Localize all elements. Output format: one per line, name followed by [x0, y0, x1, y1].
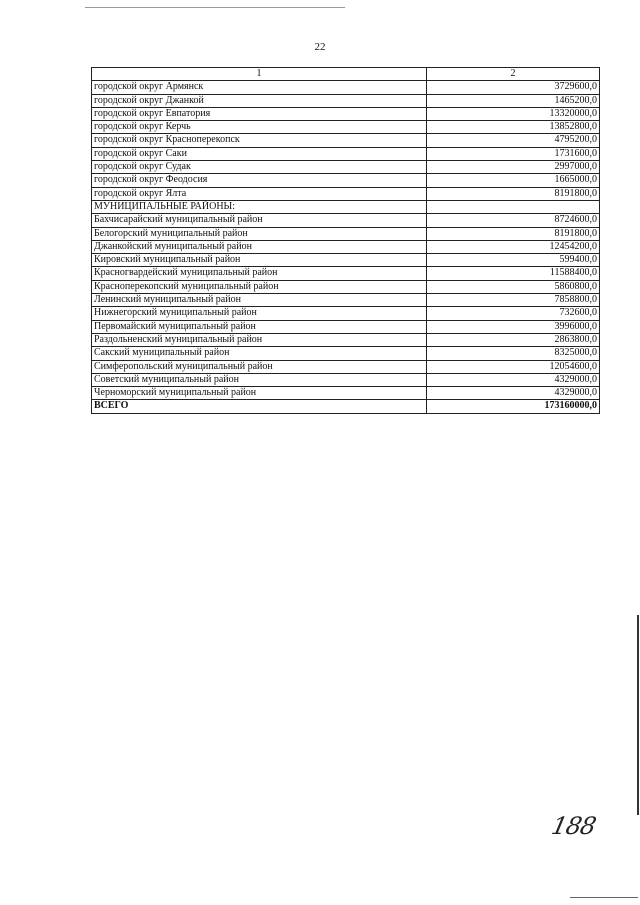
table-row [92, 320, 600, 333]
allocation-value [427, 200, 600, 213]
table-row [92, 107, 600, 120]
municipality-name: Джанкойский муниципальный район [92, 240, 427, 253]
municipality-name: городской округ Феодосия [92, 174, 427, 187]
municipality-name: Красногвардейский муниципальный район [92, 267, 427, 280]
municipality-name: городской округ Ялта [92, 187, 427, 200]
total-row [92, 400, 600, 413]
scan-edge-top [85, 7, 345, 8]
allocation-value: 13320000,0 [427, 107, 600, 120]
allocation-value: 7858800,0 [427, 294, 600, 307]
table-row [92, 214, 600, 227]
table-row [92, 134, 600, 147]
total-label: ВСЕГО [92, 400, 427, 413]
municipality-name: Первомайский муниципальный район [92, 320, 427, 333]
table-row [92, 174, 600, 187]
municipality-name: Белогорский муниципальный район [92, 227, 427, 240]
table-row [92, 333, 600, 346]
allocation-value: 599400,0 [427, 254, 600, 267]
allocation-value: 4329000,0 [427, 387, 600, 400]
table-row [92, 360, 600, 373]
table-row [92, 240, 600, 253]
table-row [92, 147, 600, 160]
table-row [92, 227, 600, 240]
section-header-row [92, 200, 600, 213]
table-row [92, 373, 600, 386]
table-row [92, 294, 600, 307]
scan-edge-bottom [570, 897, 638, 898]
allocation-value: 8191800,0 [427, 227, 600, 240]
page-number: 22 [314, 41, 326, 53]
municipality-name: городской округ Саки [92, 147, 427, 160]
allocation-value: 8724600,0 [427, 214, 600, 227]
section-label: МУНИЦИПАЛЬНЫЕ РАЙОНЫ: [92, 200, 427, 213]
table-header-row [92, 68, 600, 81]
allocation-value: 8191800,0 [427, 187, 600, 200]
allocation-value: 11588400,0 [427, 267, 600, 280]
table-row [92, 267, 600, 280]
allocation-value: 5860800,0 [427, 280, 600, 293]
municipality-name: Советский муниципальный район [92, 373, 427, 386]
municipality-name: Нижнегорский муниципальный район [92, 307, 427, 320]
allocation-value: 1665000,0 [427, 174, 600, 187]
table-row [92, 387, 600, 400]
allocation-value: 4329000,0 [427, 373, 600, 386]
municipality-name: городской округ Армянск [92, 81, 427, 94]
allocation-value: 4795200,0 [427, 134, 600, 147]
handwritten-page-number: 188 [549, 812, 598, 840]
table-row [92, 81, 600, 94]
column-header-1: 1 [92, 68, 427, 81]
municipality-name: городской округ Керчь [92, 121, 427, 134]
table-row [92, 347, 600, 360]
allocation-value: 2863800,0 [427, 333, 600, 346]
allocation-value: 12454200,0 [427, 240, 600, 253]
municipality-name: Красноперекопский муниципальный район [92, 280, 427, 293]
allocation-value: 13852800,0 [427, 121, 600, 134]
allocation-table [91, 67, 600, 414]
municipality-name: Бахчисарайский муниципальный район [92, 214, 427, 227]
municipality-name: Черноморский муниципальный район [92, 387, 427, 400]
allocation-value: 2997000,0 [427, 161, 600, 174]
allocation-value: 12054600,0 [427, 360, 600, 373]
table-row [92, 187, 600, 200]
scan-edge-right [637, 615, 639, 815]
municipality-name: Раздольненский муниципальный район [92, 333, 427, 346]
table-row [92, 94, 600, 107]
allocation-value: 8325000,0 [427, 347, 600, 360]
municipality-name: Симферопольский муниципальный район [92, 360, 427, 373]
municipality-name: городской округ Евпатория [92, 107, 427, 120]
total-value: 173160000,0 [427, 400, 600, 413]
allocation-value: 732600,0 [427, 307, 600, 320]
table-row [92, 280, 600, 293]
allocation-value: 3729600,0 [427, 81, 600, 94]
allocation-value: 3996000,0 [427, 320, 600, 333]
table-row [92, 307, 600, 320]
table-row [92, 121, 600, 134]
municipality-name: Сакский муниципальный район [92, 347, 427, 360]
municipality-name: городской округ Красноперекопск [92, 134, 427, 147]
table-row [92, 254, 600, 267]
municipality-name: городской округ Судак [92, 161, 427, 174]
municipality-name: городской округ Джанкой [92, 94, 427, 107]
table-row [92, 161, 600, 174]
allocation-value: 1465200,0 [427, 94, 600, 107]
column-header-2: 2 [427, 68, 600, 81]
municipality-name: Кировский муниципальный район [92, 254, 427, 267]
allocation-value: 1731600,0 [427, 147, 600, 160]
municipality-name: Ленинский муниципальный район [92, 294, 427, 307]
